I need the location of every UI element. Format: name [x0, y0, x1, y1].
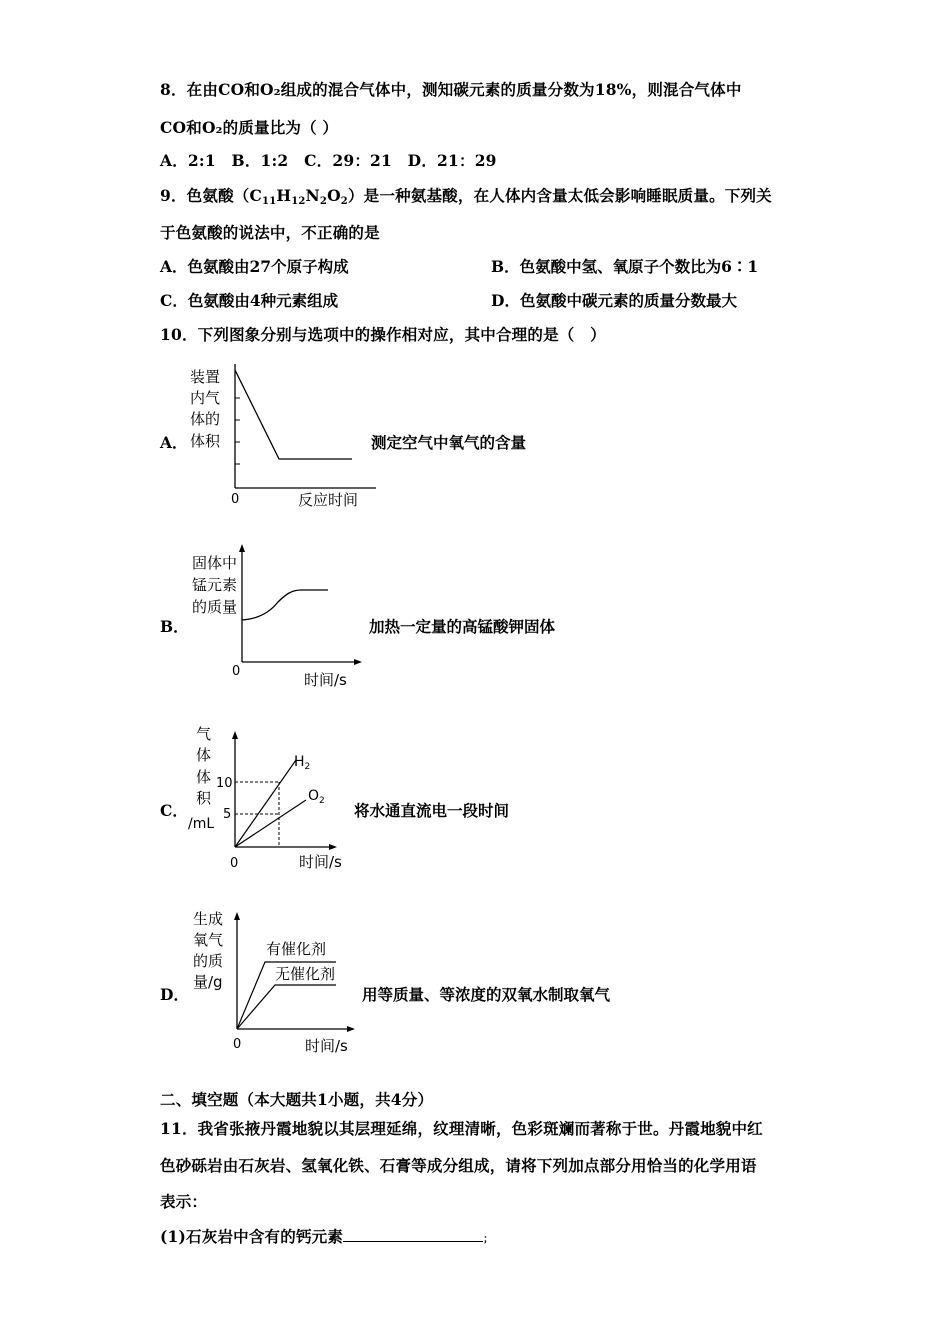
q9-option-b: B．色氨酸中氢、氧原子个数比为6∶1 [491, 257, 759, 276]
q10-b-desc: 加热一定量的高锰酸钾固体 [369, 617, 556, 636]
graph-b-curve [242, 590, 328, 620]
graph-c-ylabel-4: 积 [196, 789, 212, 807]
graph-c-ylabel-1: 气 [196, 725, 212, 743]
graph-d-ylabel-4: 量/g [193, 973, 223, 991]
section2-title: 二、填空题（本大题共1小题，共4分） [160, 1090, 434, 1109]
graph-c-ylabel-3: 体 [196, 768, 212, 786]
q10-a-label: A． [160, 433, 188, 452]
graph-a-ylabel-2: 内气 [190, 389, 221, 407]
graph-c-xlabel: 时间/s [299, 853, 342, 871]
graph-b-ylabel-2: 锰元素 [192, 576, 238, 594]
graph-d-ylabel-2: 氧气 [193, 931, 224, 949]
q11-line2: 色砂砾岩由石灰岩、氢氧化铁、石膏等成分组成，请将下列加点部分用恰当的化学用语 [160, 1156, 757, 1175]
graph-d-origin: 0 [233, 1037, 242, 1052]
q9-sub-h: 12 [291, 196, 306, 207]
graph-b-xlabel: 时间/s [304, 671, 347, 689]
graph-b-ylabel-1: 固体中 [192, 554, 238, 572]
graph-b-ylabel-3: 的质量 [192, 598, 238, 616]
graph-a-ylabel-4: 体积 [190, 432, 221, 450]
graph-d-ylabel-1: 生成 [193, 910, 224, 928]
q8-options: A．2:1 B．1:2 C．29：21 D．21：29 [160, 151, 497, 170]
graph-a-ylabel-3: 体的 [190, 410, 221, 428]
q10-c-desc: 将水通直流电一段时间 [354, 801, 510, 820]
graph-a-xlabel: 反应时间 [298, 491, 359, 509]
graph-c-o2-label: $O_2$ [308, 788, 325, 806]
graph-d-no-catalyst-label: 无催化剂 [275, 965, 336, 983]
graph-c-tick-5: 5 [223, 807, 232, 822]
graph-a-origin: 0 [231, 492, 240, 507]
graph-c-origin: 0 [230, 856, 239, 871]
q9-option-a: A．色氨酸由27个原子构成 [160, 257, 349, 276]
q11-sub1-end: ； [483, 1234, 494, 1245]
q11-sub1 [160, 1225, 493, 1247]
graph-d [186, 905, 366, 1065]
q11-line3: 表示： [160, 1192, 208, 1211]
graph-c-o2-line [235, 800, 306, 847]
graph-c-h2-label: $H_2$ [294, 754, 311, 772]
q9-option-d: D．色氨酸中碳元素的质量分数最大 [491, 291, 737, 310]
graph-a-ylabel-1: 装置 [190, 368, 221, 386]
q9-line2: 于色氨酸的说法中，不正确的是 [160, 223, 380, 242]
q9-line1-n: N [305, 186, 320, 205]
q10-a-desc: 测定空气中氧气的含量 [371, 433, 527, 452]
q10-b-label: B． [160, 617, 189, 636]
q9-line1-h: H [276, 186, 292, 205]
q9-sub-o: 2 [340, 196, 348, 207]
graph-d-ylabel-3: 的质 [193, 952, 224, 970]
q10-c-label: C． [160, 801, 188, 820]
q10-stem: 10．下列图象分别与选项中的操作相对应，其中合理的是（ ） [160, 325, 606, 344]
graph-a-curve [235, 370, 352, 459]
q9-line1-a: 9．色氨酸（C [160, 186, 263, 205]
q8-line1: 8．在由CO和O₂组成的混合气体中，测知碳元素的质量分数为18%，则混合气体中 [160, 80, 742, 99]
q9-line1-o: O [327, 186, 341, 205]
graph-b [186, 542, 376, 696]
graph-b-origin: 0 [232, 664, 241, 679]
q11-answer-blank[interactable] [343, 1227, 483, 1242]
graph-c-h2-line [235, 760, 296, 847]
graph-c-ylabel-5: /mL [188, 816, 215, 832]
q11-sub1-text: (1)石灰岩中含有的钙元素 [160, 1227, 344, 1246]
q10-d-desc: 用等质量、等浓度的双氧水制取氧气 [362, 985, 611, 1004]
q9-line1-rest: ）是一种氨基酸，在人体内含量太低会影响睡眠质量。下列关 [347, 186, 772, 205]
graph-c-tick-10: 10 [216, 776, 233, 791]
graph-d-no-catalyst-line [237, 985, 336, 1029]
graph-d-xlabel: 时间/s [305, 1037, 348, 1055]
q9-sub-n: 2 [319, 196, 328, 207]
q9-sub-c: 11 [262, 196, 277, 207]
q9-option-c: C．色氨酸由4种元素组成 [160, 291, 339, 310]
graph-c-ylabel-2: 体 [196, 746, 212, 764]
q8-line2: CO和O₂的质量比为（ ） [160, 118, 339, 137]
graph-a [186, 358, 386, 520]
graph-d-catalyst-label: 有催化剂 [266, 940, 327, 958]
q10-d-label: D． [160, 985, 189, 1004]
q11-line1: 11．我省张掖丹霞地貌以其层理延绵，纹理清晰，色彩斑斓而著称于世。丹霞地貌中红 [160, 1119, 763, 1138]
q9-line1 [160, 184, 772, 207]
graph-c [184, 722, 354, 882]
